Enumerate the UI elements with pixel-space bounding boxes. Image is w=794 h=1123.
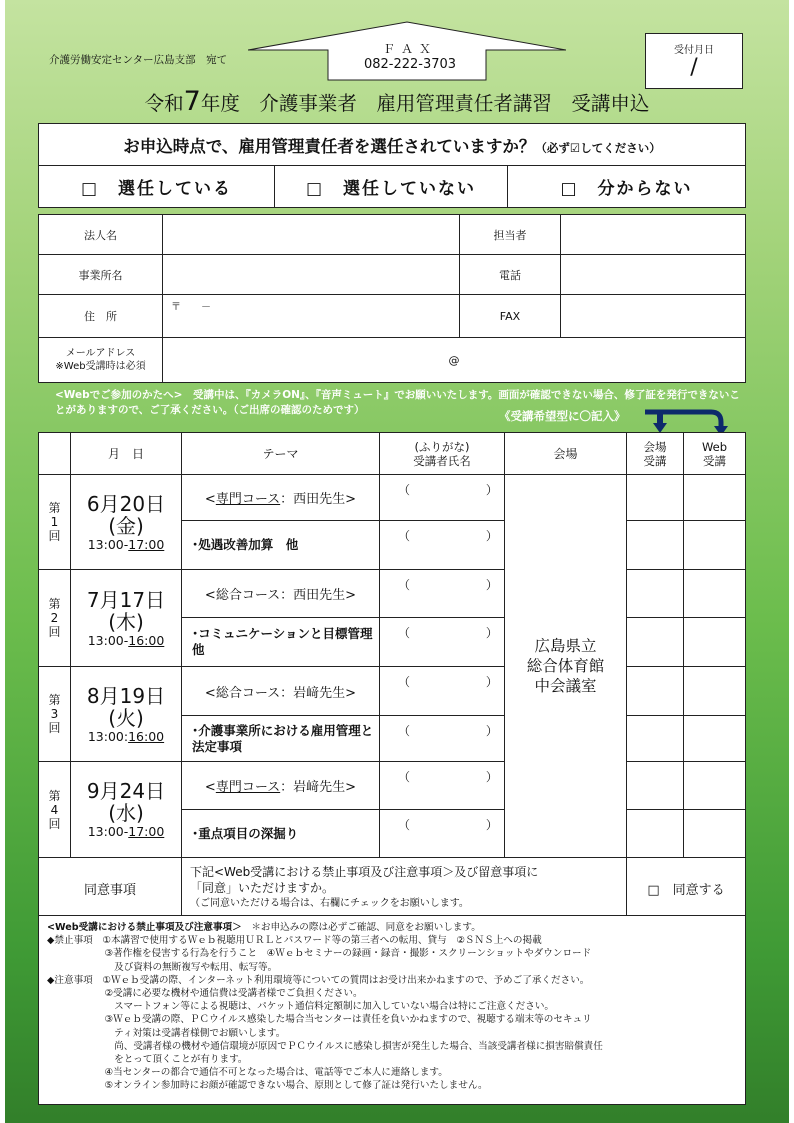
session-course: <専門コース：岩﨑先生> bbox=[182, 762, 380, 810]
session-date: 9月24日 (水) 13:00-17:00 bbox=[71, 762, 182, 858]
session-number: 第 2 回 bbox=[39, 570, 71, 667]
address-field[interactable]: 〒 － bbox=[163, 295, 460, 338]
phone-field[interactable] bbox=[561, 255, 746, 295]
attendee-name-field[interactable]: （ ） bbox=[380, 618, 505, 667]
rule-line: ③著作権を侵害する行為を行うこと ④Ｗｅｂセミナーの録画・録音・撮影・スクリーンショットやダウンロード bbox=[47, 948, 592, 960]
onsite-check[interactable] bbox=[627, 618, 684, 667]
header-attendee-name: 受講者氏名 bbox=[413, 453, 471, 468]
session-theme: ･介護事業所における雇用管理と法定事項 bbox=[182, 716, 380, 762]
web-check[interactable] bbox=[684, 762, 746, 810]
onsite-check[interactable] bbox=[627, 570, 684, 618]
session-course: <総合コース：岩﨑先生> bbox=[182, 667, 380, 716]
rule-line: ⑤オンライン参加時にお顔が確認できない場合、原則として修了証は発行いたしません。 bbox=[47, 1080, 488, 1092]
question-text: お申込時点で、雇用管理責任者を選任されていますか？ bbox=[123, 136, 536, 156]
session-theme: ･処遇改善加算 他 bbox=[182, 521, 380, 570]
onsite-check[interactable] bbox=[627, 810, 684, 858]
header-attendee bbox=[380, 433, 505, 475]
onsite-check[interactable] bbox=[627, 716, 684, 762]
session-theme: ･重点項目の深掘り bbox=[182, 810, 380, 858]
email-label-note: ※Web受講時は必須 bbox=[55, 361, 146, 372]
agree-checkbox[interactable]: □ 同意する bbox=[627, 858, 746, 919]
web-check[interactable] bbox=[684, 475, 746, 521]
header-web-1: Web bbox=[701, 439, 728, 454]
office-label: 事業所名 bbox=[39, 255, 163, 295]
address-label: 住 所 bbox=[39, 295, 163, 338]
onsite-check[interactable] bbox=[627, 762, 684, 810]
company-label: 法人名 bbox=[39, 215, 163, 255]
schedule-table bbox=[38, 432, 746, 919]
header-onsite bbox=[627, 433, 684, 475]
rules-title-note: ＊お申込みの際は必ずご確認、同意をお願いします。 bbox=[241, 922, 481, 933]
selection-question-table bbox=[38, 123, 746, 208]
attendee-name-field[interactable]: （ ） bbox=[380, 521, 505, 570]
session-date: 6月20日 (金) 13:00-17:00 bbox=[71, 475, 182, 570]
office-field[interactable] bbox=[163, 255, 460, 295]
received-date-box[interactable] bbox=[645, 33, 743, 89]
option-not-selected[interactable]: □ 選任していない bbox=[275, 166, 508, 208]
rule-line: ③Ｗｅｂ受講の際、ＰＣウイルス感染した場合当センターは責任を負いかねますので、視聴する端末等のセキュリ bbox=[47, 1014, 592, 1026]
attendee-name-field[interactable]: （ ） bbox=[380, 716, 505, 762]
company-field[interactable] bbox=[163, 215, 460, 255]
venue-cell: 広島県立 総合体育館 中会議室 bbox=[505, 475, 627, 858]
header-web bbox=[684, 433, 746, 475]
rule-line: ティ対策は受講者様側でお願いします。 bbox=[47, 1027, 286, 1039]
header-web-2: 受講 bbox=[703, 453, 726, 468]
rules-title: <Web受講における禁止事項及び注意事項＞ bbox=[47, 922, 242, 933]
onsite-check[interactable] bbox=[627, 521, 684, 570]
attendee-name-field[interactable]: （ ） bbox=[380, 810, 505, 858]
selection-question bbox=[39, 124, 746, 166]
rule-line: 尚、受講者様の機材や通信環境が原因でＰＣウイルスに感染し損害が発生した場合、当該受講者様に損害賠償責任 bbox=[47, 1040, 603, 1052]
email-label bbox=[39, 338, 163, 383]
session-number: 第 1 回 bbox=[39, 475, 71, 570]
fax-label: ＦＡＸ bbox=[382, 42, 437, 56]
onsite-check[interactable] bbox=[627, 475, 684, 521]
attendee-name-field[interactable]: （ ） bbox=[380, 667, 505, 716]
rule-line: スマートフォン等による視聴は、パケット通信料定額制に加入していない場合は特にご注意ください。 bbox=[47, 1001, 555, 1013]
title-prefix: 令和 bbox=[144, 92, 184, 115]
web-check[interactable] bbox=[684, 716, 746, 762]
rule-line: ④当センターの都合で通信不可となった場合は、電話等でご本人に連絡します。 bbox=[47, 1067, 448, 1079]
received-date-label: 受付月日 bbox=[674, 45, 714, 56]
fax-field[interactable] bbox=[561, 295, 746, 338]
web-check[interactable] bbox=[684, 667, 746, 716]
onsite-check[interactable] bbox=[627, 667, 684, 716]
header-blank bbox=[39, 433, 71, 475]
received-date-slash: / bbox=[690, 55, 698, 80]
header-theme: テーマ bbox=[182, 433, 380, 475]
addressee: 介護労働安定センター広島支部 宛て bbox=[49, 54, 228, 66]
fax-field-label: FAX bbox=[460, 295, 561, 338]
rule-line: 及び資料の無断複写や転用、転写等。 bbox=[47, 961, 278, 973]
email-field[interactable] bbox=[163, 338, 746, 383]
header-onsite-2: 受講 bbox=[643, 453, 667, 468]
rule-line: ②受講に必要な機材や通信費は受講者様でご負担ください。 bbox=[47, 988, 363, 1000]
web-check[interactable] bbox=[684, 810, 746, 858]
application-form bbox=[5, 0, 789, 1123]
attendee-name-field[interactable]: （ ） bbox=[380, 762, 505, 810]
web-check[interactable] bbox=[684, 521, 746, 570]
form-title bbox=[5, 86, 789, 117]
session-date: 8月19日 (火) 13:00:16:00 bbox=[71, 667, 182, 762]
session-number: 第 4 回 bbox=[39, 762, 71, 858]
title-year: 7 bbox=[183, 86, 201, 117]
question-note: （必ず☑してください） bbox=[535, 140, 661, 155]
rule-line: ◆注意事項 ①Ｗｅｂ受講の際、インターネット利用環境等についての質問はお受け出来かねますので、予めご了承ください。 bbox=[47, 974, 590, 986]
web-check[interactable] bbox=[684, 570, 746, 618]
session-theme: ･コミュニケーションと目標管理他 bbox=[182, 618, 380, 667]
web-rules-box bbox=[38, 915, 746, 1105]
applicant-info-table bbox=[38, 214, 746, 383]
preference-note: 《受講希望型に〇記入》 bbox=[499, 409, 626, 423]
email-at-sign: @ bbox=[448, 353, 460, 367]
option-selected[interactable]: □ 選任している bbox=[39, 166, 275, 208]
title-rest: 年度 介護事業者 雇用管理責任者講習 受講申込 bbox=[200, 92, 650, 115]
contact-field[interactable] bbox=[561, 215, 746, 255]
session-number: 第 3 回 bbox=[39, 667, 71, 762]
web-notice: <Webでご参加のかたへ> 受講中は、『カメラON』、『音声ミュート』でお願いいたします。画面が確認できない場合、修了証を発行できないことがありますので、ご了承ください。（ご出席の確認のためです） bbox=[55, 389, 740, 416]
agreement-label: 同意事項 bbox=[39, 858, 182, 919]
email-label-main: メールアドレス bbox=[65, 348, 136, 359]
rule-line: をとって頂くことが有ります。 bbox=[47, 1054, 248, 1066]
contact-label: 担当者 bbox=[460, 215, 561, 255]
option-unknown[interactable]: □ 分からない bbox=[508, 166, 746, 208]
header-date: 月 日 bbox=[71, 433, 182, 475]
header-onsite-1: 会場 bbox=[643, 439, 667, 454]
session-course: <専門コース：西田先生> bbox=[182, 475, 380, 521]
header-furigana: (ふりがな) bbox=[414, 439, 470, 454]
session-course: <総合コース：西田先生> bbox=[182, 570, 380, 618]
attendee-name-field[interactable]: （ ） bbox=[380, 570, 505, 618]
agreement-text: 下記<Web受講における禁止事項及び注意事項＞及び留意事項に 「同意」いただけますか。 （ご同意いただける場合は、右欄にチェックをお願いします。 bbox=[182, 858, 627, 919]
header-venue: 会場 bbox=[505, 433, 627, 475]
web-check[interactable] bbox=[684, 618, 746, 667]
phone-label: 電話 bbox=[460, 255, 561, 295]
fax-number: 082-222-3703 bbox=[363, 57, 457, 72]
rule-line: ◆禁止事項 ①本講習で使用するＷｅｂ視聴用ＵＲＬとパスワード等の第三者への転用、貸与 ②ＳＮＳ上への掲載 bbox=[47, 935, 542, 947]
session-date: 7月17日 (木) 13:00-16:00 bbox=[71, 570, 182, 667]
attendee-name-field[interactable]: （ ） bbox=[380, 475, 505, 521]
